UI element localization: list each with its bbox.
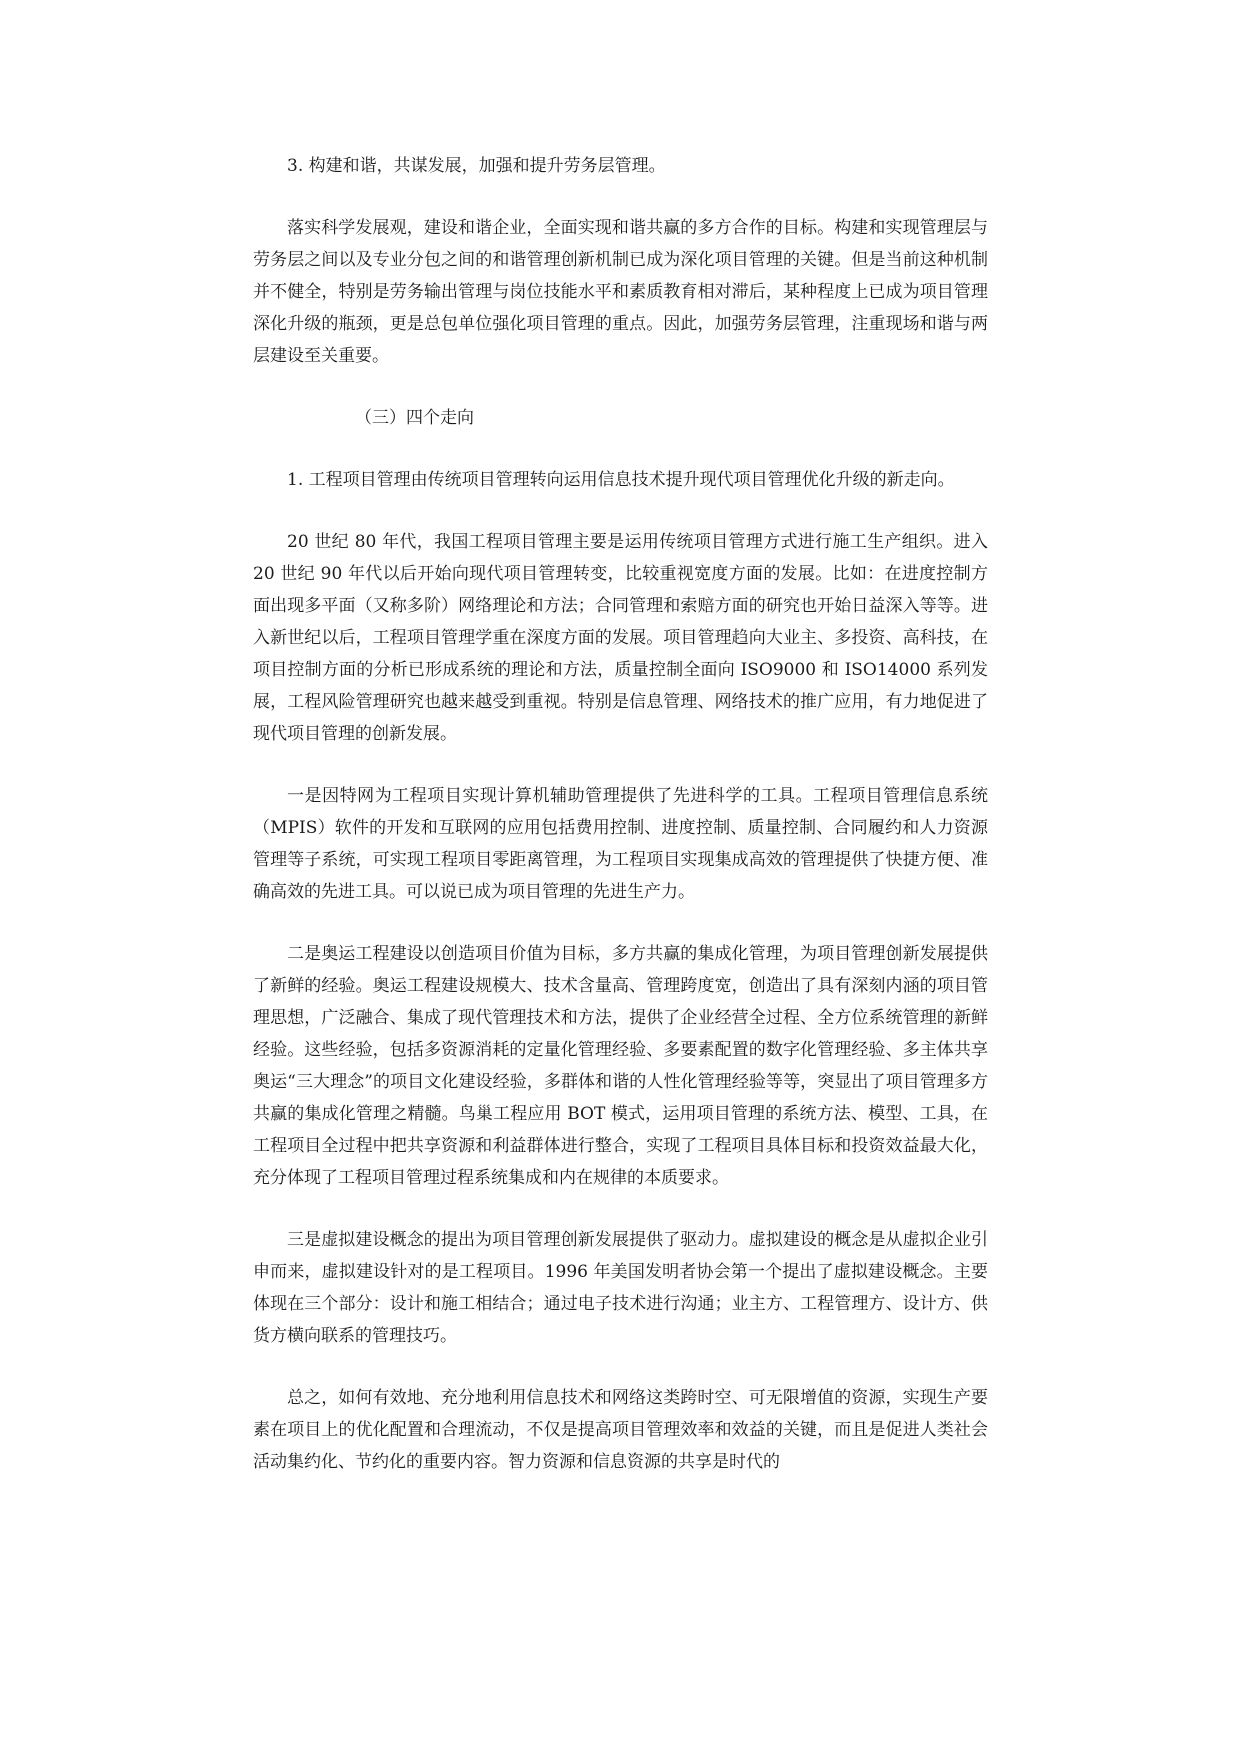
body-paragraph: 三是虚拟建设概念的提出为项目管理创新发展提供了驱动力。虚拟建设的概念是从虚拟企业引申而来，虚拟建设针对的是工程项目。1996 年美国发明者协会第一个提出了虚拟建设概念。主要体现在三个部分：设计和施工相结合；通过电子技术进行沟通；业主方、工程管理方、设计方、供货方横向联系的管理技巧。 [253,1230,988,1346]
section-heading-trend-1: 1. 工程项目管理由传统项目管理转向运用信息技术提升现代项目管理优化升级的新走向。 [287,470,955,490]
section-heading-harmony: 3. 构建和谐，共谋发展，加强和提升劳务层管理。 [287,156,666,176]
body-paragraph: 总之，如何有效地、充分地利用信息技术和网络这类跨时空、可无限增值的资源，实现生产要素在项目上的优化配置和合理流动，不仅是提高项目管理效率和效益的关键，而且是促进人类社会活动集约化、节约化的重要内容。智力资源和信息资源的共享是时代的 [253,1388,988,1472]
subsection-heading-four-trends: （三）四个走向 [355,408,474,428]
paragraph-gap [253,434,988,464]
paragraph-gap [253,750,988,780]
document-page [253,150,988,1478]
paragraph-gap [253,372,988,402]
paragraph-gap [253,182,988,212]
paragraph-gap [253,496,988,526]
body-paragraph: 一是因特网为工程项目实现计算机辅助管理提供了先进科学的工具。工程项目管理信息系统（MPIS）软件的开发和互联网的应用包括费用控制、进度控制、质量控制、合同履约和人力资源管理等子系统，可实现工程项目零距离管理，为工程项目实现集成高效的管理提供了快捷方便、准确高效的先进工具。可以说已成为项目管理的先进生产力。 [253,786,988,902]
paragraph-gap [253,908,988,938]
body-paragraph: 二是奥运工程建设以创造项目价值为目标，多方共赢的集成化管理，为项目管理创新发展提供了新鲜的经验。奥运工程建设规模大、技术含量高、管理跨度宽，创造出了具有深刻内涵的项目管理思想，广泛融合、集成了现代管理技术和方法，提供了企业经营全过程、全方位系统管理的新鲜经验。这些经验，包括多资源消耗的定量化管理经验、多要素配置的数字化管理经验、多主体共享奥运“三大理念”的项目文化建设经验，多群体和谐的人性化管理经验等等，突显出了项目管理多方共赢的集成化管理之精髓。鸟巢工程应用 BOT 模式，运用项目管理的系统方法、模型、工具，在工程项目全过程中把共享资源和利益群体进行整合，实现了工程项目具体目标和投资效益最大化，充分体现了工程项目管理过程系统集成和内在规律的本质要求。 [253,944,988,1188]
paragraph-gap [253,1194,988,1224]
paragraph-gap [253,1352,988,1382]
body-paragraph: 20 世纪 80 年代，我国工程项目管理主要是运用传统项目管理方式进行施工生产组织。进入 20 世纪 90 年代以后开始向现代项目管理转变，比较重视宽度方面的发展。比如：在进度控制方面出现多平面（又称多阶）网络理论和方法；合同管理和索赔方面的研究也开始日益深入等等。进入新世纪以后，工程项目管理学重在深度方面的发展。项目管理趋向大业主、多投资、高科技，在项目控制方面的分析已形成系统的理论和方法，质量控制全面向 ISO9000 和 ISO14000 系列发展，工程风险管理研究也越来越受到重视。特别是信息管理、网络技术的推广应用，有力地促进了现代项目管理的创新发展。 [253,532,988,744]
body-paragraph: 落实科学发展观，建设和谐企业，全面实现和谐共赢的多方合作的目标。构建和实现管理层与劳务层之间以及专业分包之间的和谐管理创新机制已成为深化项目管理的关键。但是当前这种机制并不健全，特别是劳务输出管理与岗位技能水平和素质教育相对滞后，某种程度上已成为项目管理深化升级的瓶颈，更是总包单位强化项目管理的重点。因此，加强劳务层管理，注重现场和谐与两层建设至关重要。 [253,218,988,366]
